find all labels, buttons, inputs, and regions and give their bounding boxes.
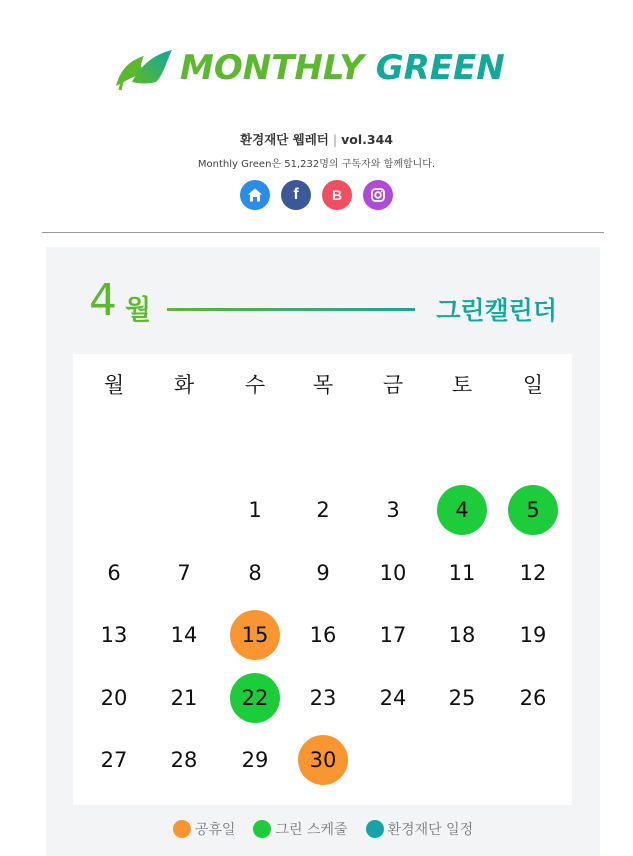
legend-item	[173, 819, 236, 839]
calendar-day: 12	[519, 561, 547, 585]
legend-dot	[366, 820, 384, 838]
weekday-header: 수	[244, 373, 266, 397]
calendar-day: 28	[170, 748, 198, 772]
instagram-link[interactable]	[363, 180, 393, 210]
weekday-header: 금	[382, 373, 404, 397]
instagram-icon	[370, 187, 386, 203]
facebook-link[interactable]	[281, 180, 311, 210]
calendar-legend	[46, 819, 600, 839]
calendar-day: 19	[519, 623, 547, 647]
subscriber-tagline: Monthly Green은 51,232명의 구독자와 함께합니다.	[197, 159, 436, 170]
calendar-day: 17	[379, 623, 407, 647]
legend-dot	[173, 820, 191, 838]
legend-label: 환경재단 일정	[387, 822, 474, 838]
calendar-day-highlighted[interactable]: 15	[230, 610, 280, 660]
legend-label: 공휴일	[194, 822, 236, 838]
brand-word-monthly: MONTHLY	[180, 48, 364, 88]
calendar-day: 7	[177, 561, 191, 585]
calendar-day: 23	[309, 686, 337, 710]
weekday-header: 목	[312, 373, 334, 397]
blog-icon: B	[331, 187, 343, 203]
calendar-day: 29	[241, 748, 269, 772]
calendar-day: 10	[379, 561, 407, 585]
header-divider	[42, 232, 604, 233]
brand-logo[interactable]	[110, 40, 540, 96]
calendar-day: 25	[448, 686, 476, 710]
calendar-day: 3	[386, 498, 400, 522]
calendar-day: 14	[170, 623, 198, 647]
calendar-day: 6	[107, 561, 121, 585]
calendar-day: 1	[248, 498, 262, 522]
legend-item	[253, 819, 347, 839]
calendar-day: 26	[519, 686, 547, 710]
calendar-day: 27	[100, 748, 128, 772]
calendar-day: 21	[170, 686, 198, 710]
calendar-day: 16	[309, 623, 337, 647]
weekday-header: 월	[103, 373, 125, 397]
brand-wordmark	[180, 48, 505, 88]
calendar-day-highlighted[interactable]: 22	[230, 673, 280, 723]
calendar-day: 8	[248, 561, 262, 585]
calendar-day: 13	[100, 623, 128, 647]
month-number: 4	[89, 275, 117, 326]
green-calendar-section	[46, 247, 600, 856]
leaf-icon	[110, 44, 174, 92]
calendar-day-highlighted[interactable]: 5	[508, 485, 558, 535]
home-link[interactable]	[240, 180, 270, 210]
weekday-header: 일	[522, 373, 544, 397]
legend-item	[366, 819, 474, 839]
calendar-day: 2	[316, 498, 330, 522]
social-links	[0, 180, 633, 210]
calendar-day: 9	[316, 561, 330, 585]
newsletter-header	[0, 130, 633, 148]
newsletter-name: 환경재단 웹레터	[240, 132, 329, 147]
legend-dot	[253, 820, 271, 838]
header-separator: |	[332, 132, 338, 147]
blog-link[interactable]	[322, 180, 352, 210]
calendar-day: 18	[448, 623, 476, 647]
volume-number: vol.344	[341, 132, 393, 147]
calendar-grid	[73, 354, 572, 805]
calendar-day-highlighted[interactable]: 30	[298, 735, 348, 785]
calendar-day-highlighted[interactable]: 4	[437, 485, 487, 535]
calendar-day: 20	[100, 686, 128, 710]
legend-label: 그린 스케줄	[275, 822, 348, 838]
facebook-icon: f	[293, 186, 299, 203]
calendar-day: 24	[379, 686, 407, 710]
home-icon	[247, 187, 263, 203]
weekday-header: 화	[173, 373, 195, 397]
month-unit: 월	[125, 295, 152, 326]
month-title-rule	[167, 308, 415, 311]
brand-word-green: GREEN	[375, 48, 505, 88]
calendar-title: 그린캘린더	[436, 296, 557, 325]
weekday-header: 토	[451, 373, 473, 397]
calendar-day: 11	[448, 561, 476, 585]
